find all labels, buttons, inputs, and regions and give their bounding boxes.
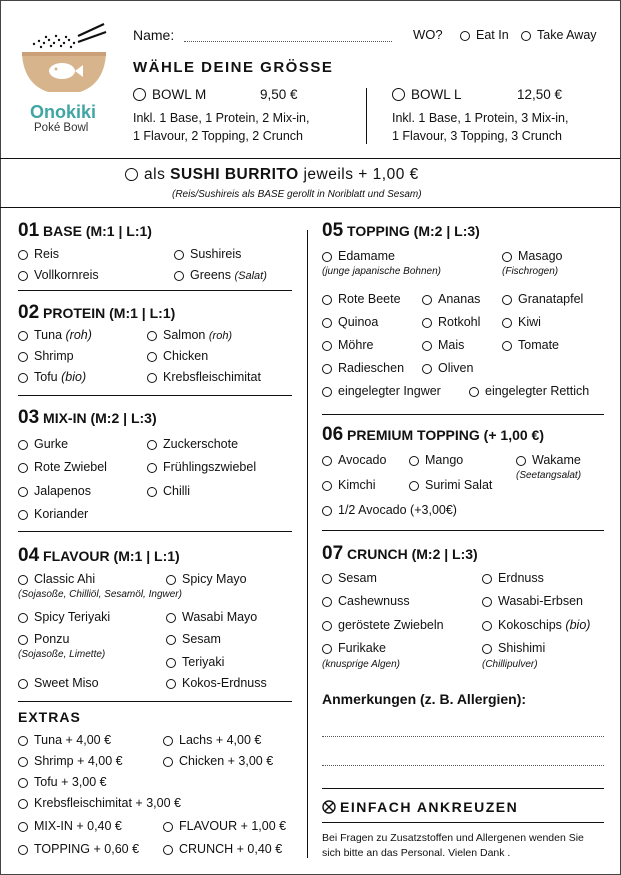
check-instruction: EINFACH ANKREUZEN <box>322 800 518 814</box>
section-crunch-title: 07 CRUNCH (M:2 | L:3) <box>322 543 478 564</box>
section-base-title: 01 BASE (M:1 | L:1) <box>18 220 152 241</box>
option-jalapenos[interactable]: Jalapenos <box>18 484 91 498</box>
extra-shrimp[interactable]: Shrimp + 4,00 € <box>18 754 123 768</box>
checkbox-icon[interactable] <box>422 341 432 351</box>
checkbox-icon[interactable] <box>166 658 176 668</box>
checkbox-icon[interactable] <box>147 352 157 362</box>
footer-text: Bei Fragen zu Zusatzstoffen und Allergenen wenden Sie <box>322 832 584 844</box>
checkbox-icon[interactable] <box>166 679 176 689</box>
brand-sub: Poké Bowl <box>34 122 89 134</box>
extras-title: EXTRAS <box>18 709 81 725</box>
edamame-note: (junge japanische Bohnen) <box>322 266 441 277</box>
extra-topping[interactable]: TOPPING + 0,60 € <box>18 842 139 856</box>
checkbox-icon[interactable] <box>322 644 332 654</box>
option-ananas[interactable]: Ananas <box>422 292 480 306</box>
checkbox-icon[interactable] <box>147 463 157 473</box>
checkbox-icon[interactable] <box>18 352 28 362</box>
option-geroestete-zwiebeln[interactable]: geröstete Zwiebeln <box>322 618 444 632</box>
option-teriyaki[interactable]: Teriyaki <box>166 655 224 669</box>
checkbox-icon[interactable] <box>482 597 492 607</box>
checkbox-icon[interactable] <box>125 168 138 181</box>
checkbox-icon[interactable] <box>147 487 157 497</box>
option-tomate[interactable]: Tomate <box>502 338 559 352</box>
section-topping-title: 05 TOPPING (M:2 | L:3) <box>322 220 480 241</box>
checkbox-icon[interactable] <box>18 373 28 383</box>
checkbox-icon[interactable] <box>174 271 184 281</box>
checkbox-icon[interactable] <box>163 736 173 746</box>
checkbox-icon[interactable] <box>422 364 432 374</box>
checkbox-icon[interactable] <box>322 364 332 374</box>
shishimi-note: (Chillipulver) <box>482 659 538 670</box>
divider <box>322 414 604 415</box>
checkbox-icon[interactable] <box>18 487 28 497</box>
option-erdnuss[interactable]: Erdnuss <box>482 571 544 585</box>
option-gurke[interactable]: Gurke <box>18 437 68 451</box>
option-sushireis[interactable]: Sushireis <box>174 247 241 261</box>
checkbox-icon[interactable] <box>163 822 173 832</box>
option-edamame[interactable]: Edamame <box>322 249 395 263</box>
checkbox-icon[interactable] <box>18 250 28 260</box>
checkbox-icon[interactable] <box>18 799 28 809</box>
bowl-l-price: 12,50 € <box>517 87 563 102</box>
option-vollkornreis[interactable]: Vollkornreis <box>18 268 99 282</box>
checkbox-icon[interactable] <box>422 318 432 328</box>
checkbox-icon[interactable] <box>322 481 332 491</box>
divider <box>18 531 292 532</box>
checkbox-icon[interactable] <box>469 387 479 397</box>
option-radieschen[interactable]: Radieschen <box>322 361 404 375</box>
checkbox-icon[interactable] <box>18 845 28 855</box>
brand-name: Onokiki <box>30 102 97 122</box>
checkbox-icon[interactable] <box>502 252 512 262</box>
checkbox-icon[interactable] <box>163 845 173 855</box>
bowl-icon <box>18 22 114 100</box>
checkbox-icon[interactable] <box>322 387 332 397</box>
option-sesam-crunch[interactable]: Sesam <box>322 571 377 585</box>
name-input-line[interactable] <box>184 41 392 42</box>
option-chilli[interactable]: Chilli <box>147 484 190 498</box>
checkbox-icon[interactable] <box>18 778 28 788</box>
bowl-m-desc: Inkl. 1 Base, 1 Protein, 2 Mix-in, <box>133 111 310 125</box>
option-rotkohl[interactable]: Rotkohl <box>422 315 480 329</box>
option-greens[interactable]: Greens (Salat) <box>174 268 267 283</box>
checkbox-icon[interactable] <box>166 613 176 623</box>
option-wasabi-mayo[interactable]: Wasabi Mayo <box>166 610 257 624</box>
extra-krebsfleischimitat[interactable]: Krebsfleischimitat + 3,00 € <box>18 796 181 810</box>
option-kokoschips[interactable]: Kokoschips (bio) <box>482 618 590 632</box>
burrito-note: (Reis/Sushireis als BASE gerollt in Noriblatt und Sesam) <box>172 189 422 200</box>
extra-flavour[interactable]: FLAVOUR + 1,00 € <box>163 819 286 833</box>
checkbox-icon[interactable] <box>18 510 28 520</box>
option-mango[interactable]: Mango <box>409 453 463 467</box>
wakame-note: (Seetangsalat) <box>516 470 582 481</box>
option-reis[interactable]: Reis <box>18 247 59 261</box>
option-shrimp[interactable]: Shrimp <box>18 349 74 363</box>
ponzu-note: (Sojasoße, Limette) <box>18 649 106 660</box>
sushi-burrito-option[interactable]: als SUSHI BURRITO jeweils + 1,00 € <box>125 166 419 184</box>
checkbox-icon[interactable] <box>502 341 512 351</box>
notes-line[interactable] <box>322 765 604 766</box>
section-protein-title: 02 PROTEIN (M:1 | L:1) <box>18 302 176 323</box>
option-eingelegter-rettich[interactable]: eingelegter Rettich <box>469 384 589 398</box>
checkbox-icon[interactable] <box>18 271 28 281</box>
option-tuna[interactable]: Tuna (roh) <box>18 328 92 342</box>
divider <box>18 701 292 702</box>
option-kokos-erdnuss[interactable]: Kokos-Erdnuss <box>166 676 267 690</box>
bowl-m-option[interactable]: BOWL M <box>133 88 206 102</box>
option-rote-beete[interactable]: Rote Beete <box>322 292 401 306</box>
checkbox-icon[interactable] <box>322 252 332 262</box>
bowl-m-desc: 1 Flavour, 2 Topping, 2 Crunch <box>133 129 304 143</box>
divider <box>0 207 620 208</box>
checkbox-icon[interactable] <box>322 574 332 584</box>
masago-note: (Fischrogen) <box>502 266 559 277</box>
crossed-circle-icon <box>322 800 336 814</box>
option-spicy-mayo[interactable]: Spicy Mayo <box>166 572 247 586</box>
checkbox-icon[interactable] <box>322 295 332 305</box>
option-kiwi[interactable]: Kiwi <box>502 315 541 329</box>
bowl-l-desc: 1 Flavour, 3 Topping, 3 Crunch <box>392 129 563 143</box>
option-wasabi-erbsen[interactable]: Wasabi-Erbsen <box>482 594 583 608</box>
option-sesam-flavour[interactable]: Sesam <box>166 632 221 646</box>
checkbox-icon[interactable] <box>18 440 28 450</box>
checkbox-icon[interactable] <box>322 318 332 328</box>
option-mais[interactable]: Mais <box>422 338 464 352</box>
checkbox-icon[interactable] <box>18 822 28 832</box>
option-half-avocado[interactable]: 1/2 Avocado (+3,00€) <box>322 503 457 517</box>
option-masago[interactable]: Masago <box>502 249 562 263</box>
option-tofu[interactable]: Tofu (bio) <box>18 370 86 384</box>
option-spicy-teriyaki[interactable]: Spicy Teriyaki <box>18 610 110 624</box>
checkbox-icon[interactable] <box>163 757 173 767</box>
divider <box>322 788 604 789</box>
section-premium-title: 06 PREMIUM TOPPING (+ 1,00 €) <box>322 424 544 445</box>
checkbox-icon[interactable] <box>322 597 332 607</box>
divider <box>18 395 292 396</box>
size-title: WÄHLE DEINE GRÖSSE <box>133 59 334 76</box>
extra-chicken[interactable]: Chicken + 3,00 € <box>163 754 273 768</box>
checkbox-icon[interactable] <box>18 679 28 689</box>
option-chicken[interactable]: Chicken <box>147 349 208 363</box>
checkbox-icon[interactable] <box>460 31 470 41</box>
option-shishimi[interactable]: Shishimi <box>482 641 545 655</box>
checkbox-icon[interactable] <box>18 757 28 767</box>
column-divider <box>307 230 308 858</box>
extra-tofu[interactable]: Tofu + 3,00 € <box>18 775 107 789</box>
wo-label: WO? <box>413 27 443 42</box>
section-mixin-title: 03 MIX-IN (M:2 | L:3) <box>18 407 157 428</box>
option-kimchi[interactable]: Kimchi <box>322 478 376 492</box>
notes-title: Anmerkungen (z. B. Allergien): <box>322 691 527 707</box>
option-granatapfel[interactable]: Granatapfel <box>502 292 583 306</box>
checkbox-icon[interactable] <box>516 456 526 466</box>
name-label: Name: <box>133 27 175 43</box>
checkbox-icon[interactable] <box>392 88 405 101</box>
checkbox-icon[interactable] <box>322 506 332 516</box>
option-salmon[interactable]: Salmon (roh) <box>147 328 232 343</box>
option-rote-zwiebel[interactable]: Rote Zwiebel <box>18 460 107 474</box>
option-fruehlingszwiebel[interactable]: Frühlingszwiebel <box>147 460 256 474</box>
option-avocado[interactable]: Avocado <box>322 453 386 467</box>
checkbox-icon[interactable] <box>482 621 492 631</box>
checkbox-icon[interactable] <box>147 331 157 341</box>
eat-in-option[interactable]: Eat In <box>460 28 509 42</box>
option-sweet-miso[interactable]: Sweet Miso <box>18 676 99 690</box>
extra-crunch[interactable]: CRUNCH + 0,40 € <box>163 842 282 856</box>
checkbox-icon[interactable] <box>18 736 28 746</box>
bowl-l-option[interactable]: BOWL L <box>392 88 462 102</box>
take-away-option[interactable]: Take Away <box>521 28 597 42</box>
checkbox-icon[interactable] <box>482 644 492 654</box>
checkbox-icon[interactable] <box>422 295 432 305</box>
checkbox-icon[interactable] <box>166 635 176 645</box>
bowl-m-price: 9,50 € <box>260 87 298 102</box>
option-koriander[interactable]: Koriander <box>18 507 88 521</box>
checkbox-icon[interactable] <box>18 331 28 341</box>
checkbox-icon[interactable] <box>18 635 28 645</box>
checkbox-icon[interactable] <box>409 481 419 491</box>
extra-lachs[interactable]: Lachs + 4,00 € <box>163 733 261 747</box>
bowl-l-desc: Inkl. 1 Base, 1 Protein, 3 Mix-in, <box>392 111 569 125</box>
checkbox-icon[interactable] <box>409 456 419 466</box>
checkbox-icon[interactable] <box>521 31 531 41</box>
extra-mixin[interactable]: MIX-IN + 0,40 € <box>18 819 122 833</box>
divider <box>322 530 604 531</box>
option-wakame[interactable]: Wakame <box>516 453 581 467</box>
checkbox-icon[interactable] <box>18 575 28 585</box>
option-surimi-salat[interactable]: Surimi Salat <box>409 478 492 492</box>
divider <box>18 290 292 291</box>
furikake-note: (knusprige Algen) <box>322 659 401 670</box>
option-eingelegter-ingwer[interactable]: eingelegter Ingwer <box>322 384 441 398</box>
option-quinoa[interactable]: Quinoa <box>322 315 378 329</box>
option-cashewnuss[interactable]: Cashewnuss <box>322 594 410 608</box>
checkbox-icon[interactable] <box>147 373 157 383</box>
bowl-divider <box>366 88 367 144</box>
checkbox-icon[interactable] <box>322 341 332 351</box>
option-ponzu[interactable]: Ponzu <box>18 632 69 646</box>
checkbox-icon[interactable] <box>322 621 332 631</box>
extra-tuna[interactable]: Tuna + 4,00 € <box>18 733 111 747</box>
notes-line[interactable] <box>322 736 604 737</box>
section-flavour-title: 04 FLAVOUR (M:1 | L:1) <box>18 545 180 566</box>
option-furikake[interactable]: Furikake <box>322 641 386 655</box>
option-oliven[interactable]: Oliven <box>422 361 473 375</box>
footer-text: sich bitte an das Personal. Vielen Dank . <box>322 847 511 859</box>
checkbox-icon[interactable] <box>18 463 28 473</box>
checkbox-icon[interactable] <box>502 295 512 305</box>
checkbox-icon[interactable] <box>322 456 332 466</box>
option-zuckerschote[interactable]: Zuckerschote <box>147 437 238 451</box>
checkbox-icon[interactable] <box>482 574 492 584</box>
classic-ahi-note: (Sojasoße, Chilliöl, Sesamöl, Ingwer) <box>18 589 182 600</box>
logo <box>18 22 114 137</box>
checkbox-icon[interactable] <box>18 613 28 623</box>
option-krebsfleischimitat[interactable]: Krebsfleischimitat <box>147 370 261 384</box>
checkbox-icon[interactable] <box>133 88 146 101</box>
divider <box>0 158 620 159</box>
divider <box>322 822 604 823</box>
checkbox-icon[interactable] <box>147 440 157 450</box>
option-moehre[interactable]: Möhre <box>322 338 373 352</box>
checkbox-icon[interactable] <box>502 318 512 328</box>
checkbox-icon[interactable] <box>166 575 176 585</box>
checkbox-icon[interactable] <box>174 250 184 260</box>
option-classic-ahi[interactable]: Classic Ahi <box>18 572 95 586</box>
